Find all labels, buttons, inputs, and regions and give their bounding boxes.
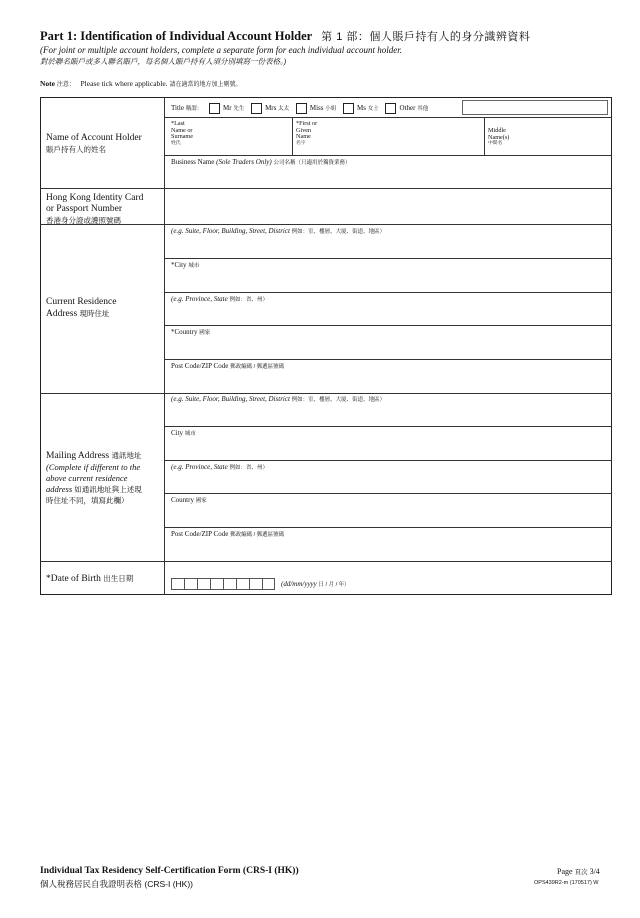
dob-format-en: (dd/mm/yyyy <box>281 580 317 588</box>
mail-country-input[interactable] <box>165 505 611 526</box>
res-postcode-input[interactable] <box>165 371 611 392</box>
dob-digit-cell[interactable] <box>184 578 197 590</box>
mail-city-zh: 城市 <box>184 431 196 437</box>
residence-label-l1: Current Residence <box>46 297 117 307</box>
mail-city-label <box>171 429 196 437</box>
dob-digit-cell[interactable] <box>223 578 236 590</box>
footer-form-title-zh: 個人稅務居民自我證明表格 (CRS-I (HK)) <box>40 879 193 889</box>
note <box>40 79 241 88</box>
last-name-zh: 姓氏 <box>171 140 181 146</box>
res-postcode-zh: 郵政編碼 / 郵遞區號碼 <box>230 364 285 370</box>
rule-name-row <box>164 155 612 156</box>
mailing-note-l3: address <box>46 484 73 494</box>
rule-mail-4 <box>164 527 612 528</box>
rule-res-4 <box>164 359 612 360</box>
subtitle-en: (For joint or multiple account holders, complete a separate form for each individual account holder. <box>40 45 402 55</box>
dob-digit-cell[interactable] <box>249 578 262 590</box>
title-other-input[interactable] <box>462 100 608 115</box>
title-row <box>171 103 428 114</box>
page-label-zh: 頁次 <box>574 869 588 876</box>
dob-label-zh: 出生日期 <box>103 574 134 583</box>
title-mrs-zh: 太太 <box>278 106 290 113</box>
mail-postcode-label <box>171 530 284 538</box>
page-title-zh: 第 1 部：個人賬戶持有人的身分識辨資料 <box>321 31 531 43</box>
res-province-hint-zh: 例如：省、州） <box>229 297 268 303</box>
mailing-note-l1: (Complete if different to the <box>46 462 141 472</box>
dob-digit-cell[interactable] <box>197 578 210 590</box>
first-name-l2: Given <box>296 126 312 134</box>
title-miss-checkbox[interactable] <box>296 103 307 114</box>
mail-city-input[interactable] <box>165 438 611 459</box>
mail-line1-hint-zh: 例如：室、樓層、大廈、街道、地區） <box>291 397 386 403</box>
dob-format-zh: 日 / 月 / 年） <box>318 582 350 588</box>
dob-digit-cell[interactable] <box>171 578 184 590</box>
business-name-label <box>171 158 350 166</box>
mail-postcode-en: Post Code/ZIP Code <box>171 530 229 538</box>
res-province-label <box>171 295 268 303</box>
mail-country-en: Country <box>171 496 194 504</box>
res-country-input[interactable] <box>165 337 611 358</box>
first-name-label <box>296 121 317 147</box>
page-title-en: Part 1: Identification of Individual Account Holder <box>40 29 313 43</box>
res-province-input[interactable] <box>165 304 611 324</box>
res-country-label <box>171 328 210 336</box>
rule-name-div2 <box>484 117 485 155</box>
residence-label-l2: Address <box>46 309 78 319</box>
rule-res-2 <box>164 292 612 293</box>
rule-mail-3 <box>164 493 612 494</box>
mail-country-label <box>171 496 207 504</box>
last-name-l1: *Last <box>171 120 185 127</box>
res-line1-label <box>171 227 385 235</box>
title-label-zh: 稱謂： <box>185 106 203 113</box>
note-label-zh: 注意： <box>56 82 75 88</box>
mailing-note-l2: above current residence <box>46 473 128 483</box>
name-label-zh: 賬戶持有人的姓名 <box>46 145 106 154</box>
title-ms-checkbox[interactable] <box>343 103 354 114</box>
res-line1-hint: (e.g. Suite, Floor, Building, Street, District <box>171 227 290 235</box>
first-name-l3: Name <box>296 133 311 141</box>
res-city-label <box>171 261 199 269</box>
mail-province-input[interactable] <box>165 472 611 492</box>
business-name-note: (Sole Traders Only) <box>216 158 272 166</box>
middle-name-l2: Name(s) <box>488 133 510 141</box>
dob-digit-cell[interactable] <box>236 578 249 590</box>
page-title <box>40 28 530 44</box>
title-miss-zh: 小姐 <box>325 106 337 113</box>
mailing-label <box>46 450 142 506</box>
res-province-hint: (e.g. Province, State <box>171 295 228 303</box>
mailing-note-zh-b: 時住址不同，填寫此欄） <box>46 496 129 505</box>
mail-line1-label <box>171 395 385 403</box>
mail-postcode-input[interactable] <box>165 539 611 560</box>
business-name-input[interactable] <box>165 168 611 187</box>
mailing-label-zh: 通訊地址 <box>111 451 142 460</box>
page-number <box>557 867 600 876</box>
id-label-zh: 香港身分證或護照號碼 <box>46 216 121 225</box>
title-other-zh: 其他 <box>417 106 429 113</box>
mail-province-label <box>171 463 268 471</box>
title-label: Title <box>171 104 184 113</box>
res-country-zh: 國家 <box>199 330 211 336</box>
mail-line1-hint: (e.g. Suite, Floor, Building, Street, District <box>171 395 290 403</box>
note-text: Please tick where applicable. <box>80 79 168 88</box>
title-ms-zh: 女士 <box>367 106 379 113</box>
dob-label <box>46 573 133 585</box>
rule-res-1 <box>164 258 612 259</box>
middle-name-zh: 中間名 <box>488 141 503 147</box>
title-mr-label: Mr <box>223 104 232 113</box>
title-mrs-label: Mrs <box>265 104 277 113</box>
mail-city-en: City <box>171 429 184 437</box>
name-label <box>46 133 142 155</box>
business-name-en: Business Name <box>171 158 215 166</box>
dob-label-en: *Date of Birth <box>46 574 101 584</box>
dob-format <box>281 580 350 588</box>
res-country-en: *Country <box>171 328 198 336</box>
mail-postcode-zh: 郵政編碼 / 郵遞區號碼 <box>230 532 285 538</box>
dob-digit-cell[interactable] <box>210 578 223 590</box>
title-mr-checkbox[interactable] <box>209 103 220 114</box>
res-postcode-label <box>171 362 284 370</box>
page-label: Page <box>557 867 573 876</box>
res-city-en: *City <box>171 261 187 269</box>
rule-after-residence <box>40 393 612 394</box>
rule-after-mailing <box>40 561 612 562</box>
middle-name-input[interactable] <box>525 118 609 153</box>
first-name-zh: 名字 <box>296 140 306 146</box>
mailing-note-zh-a: 如通訊地址與上述現 <box>74 485 142 494</box>
first-name-input[interactable] <box>330 118 480 153</box>
residence-label-zh: 現時住址 <box>79 309 110 318</box>
middle-name-l1: Middle <box>488 127 506 134</box>
note-label: Note <box>40 79 55 88</box>
mail-province-hint: (e.g. Province, State <box>171 463 228 471</box>
last-name-input[interactable] <box>208 118 290 153</box>
mail-address-line-input[interactable] <box>165 404 611 425</box>
title-mrs-checkbox[interactable] <box>251 103 262 114</box>
form-code: OPS439R2-m (170517) W <box>534 880 599 886</box>
res-address-line-input[interactable] <box>165 236 611 257</box>
subtitle-zh: 對於聯名賬戶或多人聯名賬戶，每名個人賬戶持有人須分別填寫一份表格。) <box>40 57 287 66</box>
res-line1-hint-zh: 例如：室、樓層、大廈、街道、地區） <box>291 229 386 235</box>
last-name-l3: Surname <box>171 133 193 141</box>
rule-res-3 <box>164 325 612 326</box>
mail-country-zh: 國家 <box>195 498 207 504</box>
id-label-l1: Hong Kong Identity Card <box>46 193 144 203</box>
note-text-zh: 請在適當的地方加上剔號。 <box>169 82 242 88</box>
footer-form-title: Individual Tax Residency Self-Certification Form (CRS-I (HK)) <box>40 866 299 876</box>
dob-digit-cell[interactable] <box>262 578 275 590</box>
title-other-checkbox[interactable] <box>385 103 396 114</box>
id-number-input[interactable] <box>165 189 611 223</box>
id-label-l2: or Passport Number <box>46 204 122 214</box>
title-ms-label: Ms <box>357 104 366 113</box>
res-city-zh: 城市 <box>188 263 200 269</box>
rule-name-div1 <box>292 117 293 155</box>
middle-name-label <box>488 128 509 148</box>
page-value: 3/4 <box>589 867 600 876</box>
rule-mail-2 <box>164 460 612 461</box>
title-other-label: Other <box>399 104 416 113</box>
title-miss-label: Miss <box>309 104 324 113</box>
residence-label <box>46 297 116 320</box>
title-mr-zh: 先生 <box>233 106 245 113</box>
mail-province-hint-zh: 例如：省、州） <box>229 465 268 471</box>
last-name-label <box>171 121 193 147</box>
res-city-input[interactable] <box>165 270 611 291</box>
id-label <box>46 193 143 226</box>
business-name-zh: 公司名稱（只適用於獨資業務） <box>273 160 351 166</box>
last-name-l2: Name or <box>171 126 193 134</box>
rule-mail-1 <box>164 426 612 427</box>
res-postcode-en: Post Code/ZIP Code <box>171 362 229 370</box>
name-label-en: Name of Account Holder <box>46 133 142 143</box>
mailing-label-en: Mailing Address <box>46 451 110 461</box>
first-name-l1: *First or <box>296 120 318 127</box>
